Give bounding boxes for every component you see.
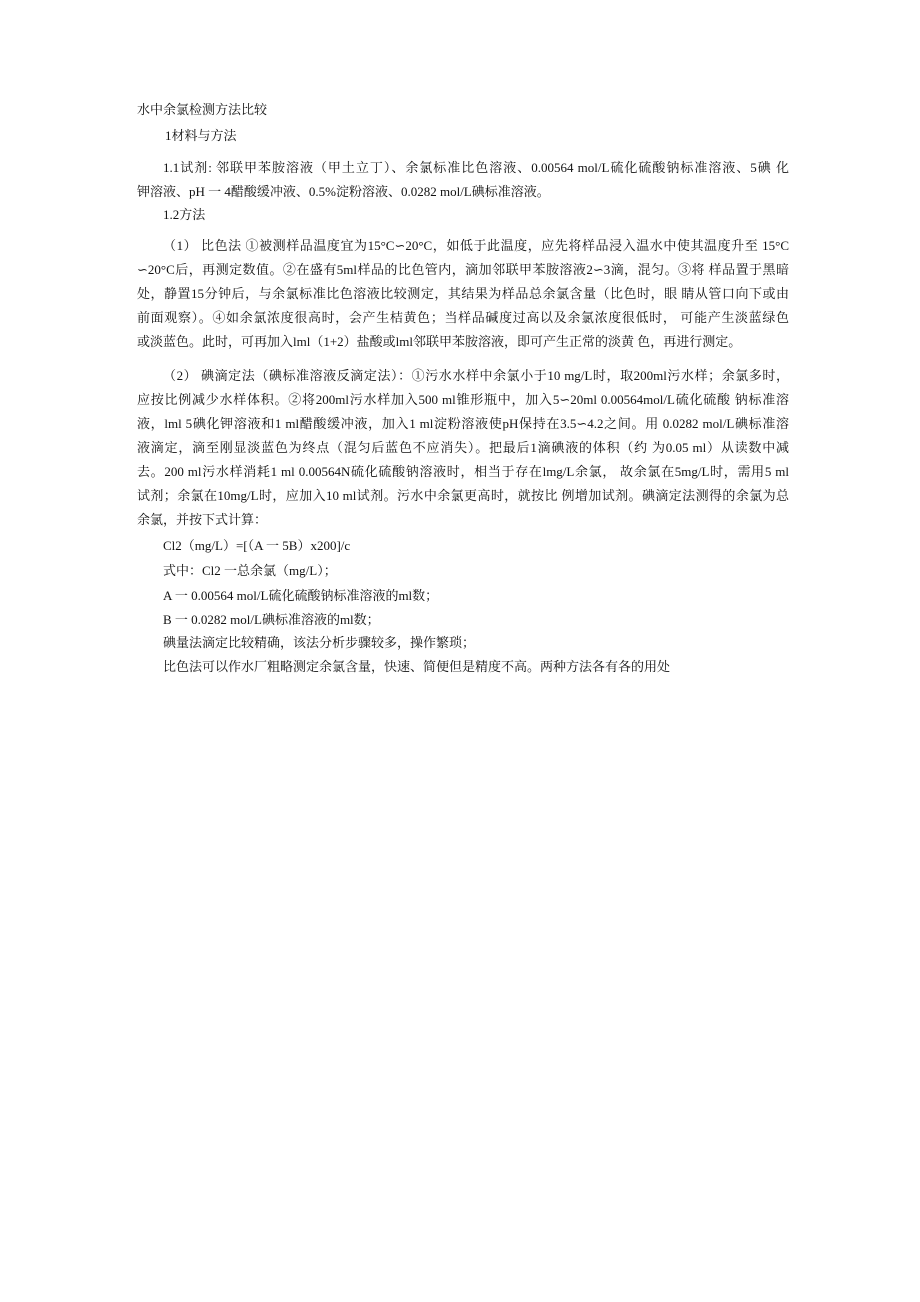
definition-a: A 一 0.00564 mol/L硫化硫酸钠标准溶液的ml数； — [163, 588, 439, 603]
method2-line: 余氯，并按下式计算： — [137, 512, 268, 527]
method2-line: 试剂；余氯在10mg/L时，应加入10 ml试剂。污水中余氯更高时，就按比 例增加试剂。碘滴定法测得的余氯为总 — [137, 488, 789, 503]
reagents-line: 1.1试剂: 邻联甲苯胺溶液（甲土立丁）、余氯标准比色溶液、0.00564 mol/L硫化硫酸钠标准溶液、5碘 化 — [163, 160, 789, 175]
method2-line: 去。200 ml污水样消耗1 ml 0.00564N硫化硫酸钠溶液时，相当于存在lmg/L余氯， 故余氯在5mg/L时，需用5 ml — [137, 464, 789, 479]
note-iodometric: 碘量法滴定比较精确，该法分析步骤较多，操作繁琐； — [163, 635, 476, 650]
method1-line: 前面观察）。④如余氯浓度很高时，会产生桔黄色；当样品碱度过高以及余氯浓度很低时， 可能产生淡蓝绿色 — [137, 310, 789, 325]
method2-line: 液，lml 5碘化钾溶液和1 ml醋酸缓冲液，加入1 ml淀粉溶液使pH保持在3.5∽4.2之间。用 0.0282 mol/L碘标准溶 — [137, 416, 789, 431]
note-colorimetric: 比色法可以作水厂粗略测定余氯含量，快速、简便但是精度不高。两种方法各有各的用处 — [163, 659, 671, 674]
method1-line: （1） 比色法 ①被测样品温度宜为15°C∽20°C，如低于此温度，应先将样品浸入温水中使其温度升至 15°C — [163, 238, 789, 253]
method2-line: 应按比例减少水样体积。②将200ml污水样加入500 ml锥形瓶中，加入5∽20ml 0.00564mol/L硫化硫酸 钠标准溶 — [137, 392, 789, 407]
reagents-line: 钾溶液、pH 一 4醋酸缓冲液、0.5%淀粉溶液、0.0282 mol/L碘标准溶液。 — [137, 184, 550, 199]
method1-line: 处，静置15分钟后，与余氯标准比色溶液比较测定，其结果为样品总余氯含量（比色时，眼 睛从管口向下或由 — [137, 286, 789, 301]
heading-materials-methods: 1材料与方法 — [165, 128, 237, 143]
definition-b: B 一 0.0282 mol/L碘标准溶液的ml数； — [163, 612, 380, 627]
method1-line: ∽20°C后，再测定数值。②在盛有5ml样品的比色管内，滴加邻联甲苯胺溶液2∽3滴，混匀。③将 样品置于黑暗 — [137, 262, 789, 277]
method1-line: 或淡蓝色。此时，可再加入lml（1+2）盐酸或lml邻联甲苯胺溶液，即可产生正常的淡黄 色，再进行测定。 — [137, 334, 742, 349]
formula-where: 式中：Cl2 一总余氯（mg/L）； — [163, 563, 337, 578]
doc-title: 水中余氯检测方法比较 — [137, 102, 268, 117]
formula: Cl2（mg/L）=[（A 一 5B）x200]/c — [163, 538, 351, 553]
method2-line: 液滴定，滴至刚显淡蓝色为终点（混匀后蓝色不应消失）。把最后1滴碘液的体积（约 为0.05 ml）从读数中减 — [137, 440, 789, 455]
heading-methods: 1.2方法 — [163, 207, 206, 222]
method2-line: （2） 碘滴定法（碘标准溶液反滴定法）：①污水水样中余氯小于10 mg/L时，取200ml污水样；余氯多时， — [163, 368, 789, 383]
